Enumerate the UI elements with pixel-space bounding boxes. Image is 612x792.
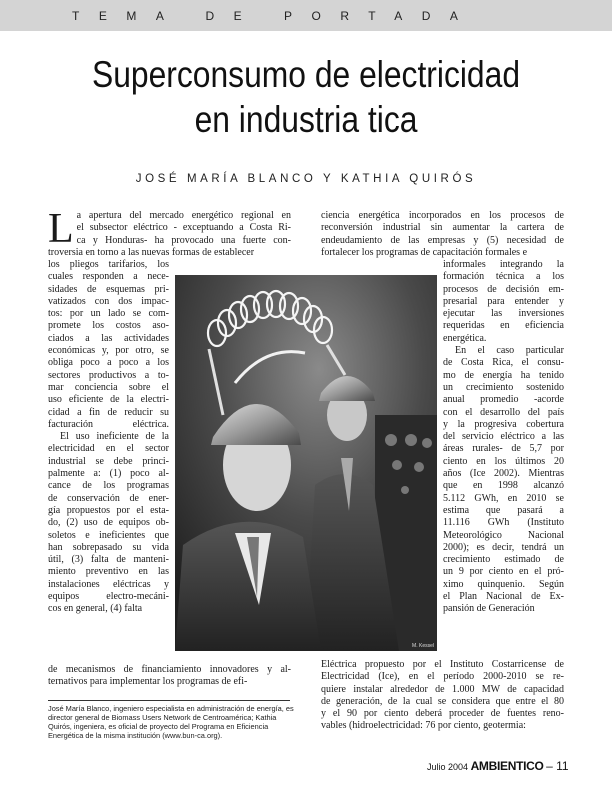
text-line: ciados a las actividades	[48, 332, 169, 344]
text-line: Electricidad (Ice), en el período 2000-2010 se re-	[321, 671, 564, 683]
text-line: del servicio eléctrico a las	[443, 431, 564, 443]
text-line: obliga poco a poco a los	[48, 357, 169, 369]
text-line: económicas y, por otro, se	[48, 345, 169, 357]
text-line: que en 1998 alcanzó	[443, 480, 564, 492]
author-note: José María Blanco, ingeniero especialista en administración de energía, es director general de Biomass Users Network de Centroamérica; Kathia Quirós, ingeniera, es oficial de proyecto del Programa en Eficiencia Energética de la misma institución (www.bun-ca.org).	[48, 704, 294, 740]
text-line: uso eficiente de la electri-	[48, 394, 169, 406]
text-line: requeridas en eficiencia	[443, 320, 564, 332]
text-line: do, (2) uso de equipos ob-	[48, 517, 169, 529]
title-line-2: en industria tica	[194, 99, 418, 140]
title-line-1: Superconsumo de electricidad	[91, 54, 521, 95]
column-2-lower-text	[321, 659, 564, 733]
text-line: ca y Honduras- ha provocado una fuerte con-	[76, 234, 291, 246]
text-line: años (Ice 2002). Mientras	[443, 468, 564, 480]
footnote-divider	[48, 700, 290, 701]
text-line: miento preventivo en las	[48, 566, 169, 578]
text-line: cidad a fin de reducir su	[48, 406, 169, 418]
text-line: y el 90 por ciento deberá proceder de fuentes reno-	[321, 708, 564, 720]
text-line: gía propuestos por el esta-	[48, 504, 169, 516]
text-line: un 9 por ciento en el pró-	[443, 566, 564, 578]
section-header-band	[0, 0, 612, 31]
text-line: un crecimiento sostenido	[443, 381, 564, 393]
text-line: a apertura del mercado energético regional en	[76, 210, 291, 221]
text-line: soletos e ineficientes que	[48, 529, 169, 541]
text-line: promete los costos aso-	[48, 320, 169, 332]
text-line: reconversión industrial sin aumentar la cartera de	[321, 222, 564, 234]
text-line: vatizados con dos impac-	[48, 295, 169, 307]
text-line: de conservación de ener-	[48, 492, 169, 504]
column-2-side-text	[443, 259, 564, 616]
text-line: Meteorológico Nacional	[443, 529, 564, 541]
text-line: Eléctrica propuesto por el Instituto Costarricense de	[321, 659, 564, 670]
text-line: cuales responden a nece-	[48, 271, 169, 283]
text-line: presarial para entender y	[443, 295, 564, 307]
text-line: áreas rurales- de 5,7 por	[443, 443, 564, 455]
text-line: palmente a: (1) poco al-	[48, 468, 169, 480]
magazine-brand: AMBIENTICO	[470, 759, 544, 773]
text-line: quiere instalar alrededor de 1.000 MW de capacidad	[321, 683, 564, 695]
text-line: fortalecer los programas de capacitación formales e	[321, 246, 528, 258]
text-line: electricidad en el sector	[48, 443, 169, 455]
text-line: 5.112 GWh, en 2010 se	[443, 492, 564, 504]
text-line: han sobrepasado su vida	[48, 541, 169, 553]
article-authors: JOSÉ MARÍA BLANCO Y KATHIA QUIRÓS	[135, 173, 477, 185]
text-line: los pliegos tarifarios, los	[48, 259, 169, 270]
text-line: y la progresiva cobertura	[443, 418, 564, 430]
text-line: equipos electro-mecáni-	[48, 591, 169, 603]
section-label: TEMA DE PORTADA	[72, 9, 478, 23]
text-line: mar conciencia sobre el	[48, 381, 169, 393]
text-line: informales integrando la	[443, 259, 564, 270]
text-line: tos: por un lado se com-	[48, 308, 169, 320]
page-footer	[427, 759, 569, 773]
text-line: de Costa Rica, el consu-	[443, 357, 564, 369]
column-1-lower-text	[48, 664, 291, 689]
text-line: facturación eléctrica.	[48, 418, 169, 430]
text-line: troversia en torno a las nuevas formas de establecer	[48, 246, 255, 258]
text-line: 11.116 GWh (Instituto	[443, 517, 564, 529]
text-line: estima que pasará a	[443, 504, 564, 516]
text-line: energética.	[443, 332, 487, 344]
column-2-upper-text	[321, 210, 564, 259]
text-line: ciencia energética incorporados en los procesos de	[321, 210, 564, 221]
text-line: el subsector eléctrico - exceptuando a Costa Ri-	[76, 222, 291, 234]
text-line: el Plan Nacional de Ex-	[443, 591, 564, 603]
text-line: instalaciones eléctricas y	[48, 578, 169, 590]
text-line: de generación, de la cual se considera que entre el 80	[321, 695, 564, 707]
text-line: 2000); es decir, tendrá un	[443, 541, 564, 553]
text-line: sidades de esquemas pri-	[48, 283, 169, 295]
text-line: procesos de decisión em-	[443, 283, 564, 295]
text-line: anual promedio -acorde	[443, 394, 564, 406]
text-line: industrial se debe princi-	[48, 455, 169, 467]
page-number: – 11	[546, 759, 569, 773]
photo-illustration	[175, 275, 437, 651]
text-line: de mecanismos de financiamiento innovadores y al-	[48, 664, 291, 675]
column-1-side-text	[48, 259, 169, 616]
column-1-upper-text	[48, 206, 291, 259]
text-line: ejecutar las inversiones	[443, 308, 564, 320]
article-photo	[175, 275, 437, 651]
text-line: ximo quinquenio. Según	[443, 578, 564, 590]
text-line: formación técnica a los	[443, 271, 564, 283]
text-line: crecimiento estimado de	[443, 554, 564, 566]
text-line: con el desarrollo del país	[443, 406, 564, 418]
text-line: ciento en los últimos 20	[443, 455, 564, 467]
photo-credit: M. Kessel	[412, 643, 434, 649]
text-line: sectores productivos a to-	[48, 369, 169, 381]
drop-cap: L	[48, 206, 74, 252]
text-line: pansión de Generación	[443, 603, 535, 615]
text-line: En el caso particular	[455, 345, 564, 357]
text-line: endeudamiento de las empresas y (5) necesidad de	[321, 234, 564, 246]
text-line: cos en general, (4) falta	[48, 603, 143, 615]
text-line: vables (hidroelectricidad: 76 por ciento, geotermia:	[321, 720, 526, 732]
text-line: El uso ineficiente de la	[60, 431, 169, 443]
text-line: útil, (3) falta de manteni-	[48, 554, 169, 566]
text-line: mo de energía ha tenido	[443, 369, 564, 381]
text-line: cance de los programas	[48, 480, 169, 492]
article-title	[43, 52, 569, 142]
text-line: ternativos para implementar los programas de efi-	[48, 676, 248, 688]
issue-date: Julio 2004	[427, 762, 469, 772]
